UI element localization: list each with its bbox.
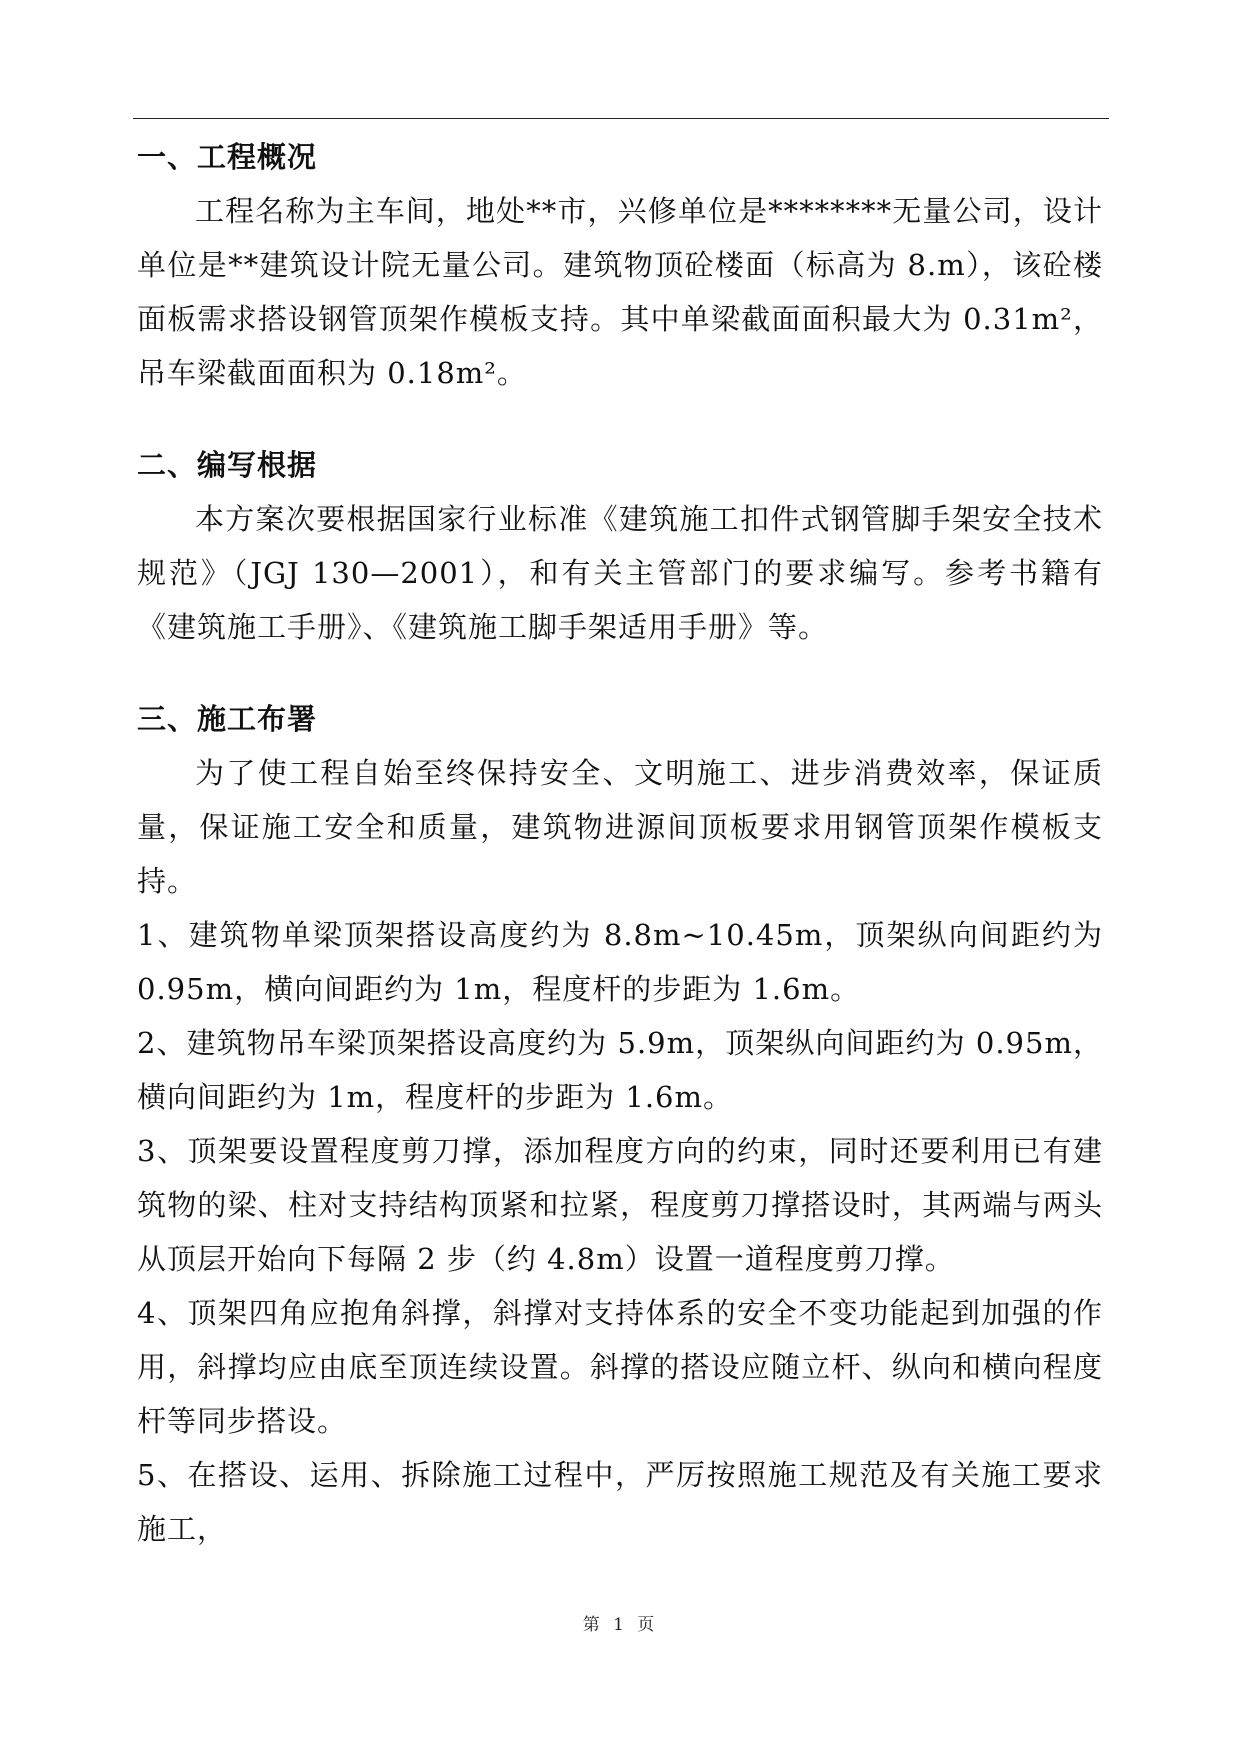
list-item: 4、顶架四角应抱角斜撑，斜撑对支持体系的安全不变功能起到加强的作用，斜撑均应由底至顶连续设置。斜撑的搭设应随立杆、纵向和横向程度杆等同步搭设。: [137, 1296, 1103, 1438]
paragraph: 为了使工程自始至终保持安全、文明施工、进步消费效率，保证质量，保证施工安全和质量，建筑物进源间顶板要求用钢管顶架作模板支持。: [137, 756, 1103, 898]
paragraph: 工程名称为主车间，地处**市，兴修单位是********无量公司，设计单位是**建筑设计院无量公司。建筑物顶砼楼面（标高为 8.m），该砼楼面板需求搭设钢管顶架作模板支持。其中单梁截面面积最大为 0.31m²，吊车梁截面面积为 0.18m²。: [137, 194, 1103, 390]
list-item: 2、建筑物吊车梁顶架搭设高度约为 5.9m，顶架纵向间距约为 0.95m，横向间距约为 1m，程度杆的步距为 1.6m。: [137, 1026, 1103, 1114]
section-overview: [137, 130, 1103, 400]
section-basis: [137, 438, 1103, 654]
list-item: 1、建筑物单梁顶架搭设高度约为 8.8m~10.45m，顶架纵向间距约为 0.95m，横向间距约为 1m，程度杆的步距为 1.6m。: [137, 918, 1103, 1006]
section-heading: 三、施工布署: [137, 702, 318, 736]
section-heading: 二、编写根据: [137, 448, 318, 482]
page-number: 第 1 页: [582, 1615, 659, 1635]
list-item: 5、在搭设、运用、拆除施工过程中，严厉按照施工规范及有关施工要求施工，: [137, 1458, 1103, 1546]
section-arrangement: [137, 692, 1103, 1556]
header-rule: [133, 118, 1109, 119]
document-body: [137, 130, 1103, 1556]
section-gap: [137, 654, 1103, 692]
section-heading: 一、工程概况: [137, 140, 318, 174]
section-gap: [137, 400, 1103, 438]
list-item: 3、顶架要设置程度剪刀撑，添加程度方向的约束，同时还要利用已有建筑物的梁、柱对支持结构顶紧和拉紧，程度剪刀撑搭设时，其两端与两头从顶层开始向下每隔 2 步（约 4.8m）设置一道程度剪刀撑。: [137, 1134, 1103, 1276]
paragraph: 本方案次要根据国家行业标准《建筑施工扣件式钢管脚手架安全技术规范》（JGJ 130—2001），和有关主管部门的要求编写。参考书籍有《建筑施工手册》、《建筑施工脚手架适用手册》等。: [137, 502, 1103, 644]
